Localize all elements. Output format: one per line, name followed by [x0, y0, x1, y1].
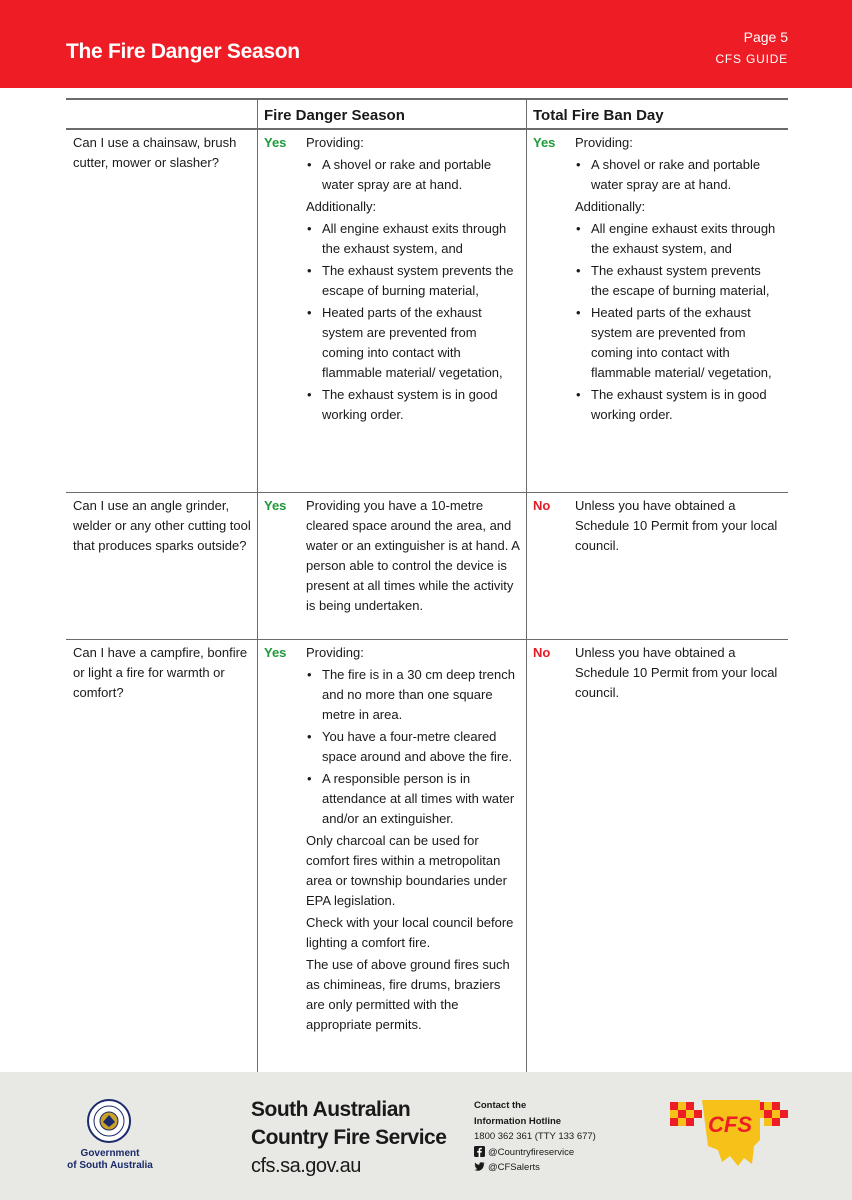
tfb-cell — [526, 130, 788, 492]
website-link[interactable]: cfs.sa.gov.au — [251, 1155, 361, 1177]
column-header-question — [66, 100, 257, 128]
fire-rules-table — [66, 98, 788, 1081]
question-cell: Can I have a campfire, bonfire or light a fire for warmth or comfort? — [73, 645, 248, 700]
facebook-icon — [474, 1146, 485, 1157]
bullet-list — [575, 155, 782, 195]
question-cell: Can I use a chainsaw, brush cutter, mower or slasher? — [73, 135, 237, 170]
answer-no: No — [533, 645, 551, 660]
list-item: • A responsible person is in attendance at all times with water and/or an extinguisher. — [306, 769, 520, 829]
organisation-name: South Australian Country Fire Service cfs.sa.gov.au — [251, 1096, 446, 1180]
answer-yes: Yes — [264, 498, 287, 513]
table-row — [66, 493, 788, 640]
cfs-logo-icon — [668, 1098, 790, 1172]
list-item: • The exhaust system is in good working order. — [306, 385, 520, 425]
column-header-total-fire-ban-day: Total Fire Ban Day — [526, 100, 788, 128]
twitter-contact[interactable]: @CFSalerts — [474, 1160, 596, 1176]
page-footer — [0, 1072, 852, 1200]
list-item: • You have a four-metre cleared space around and above the fire. — [306, 727, 520, 767]
fds-cell — [257, 130, 526, 492]
list-item: • Heated parts of the exhaust system are prevented from coming into contact with flammable material/ vegetation, — [306, 303, 520, 383]
answer-text: Unless you have obtained a Schedule 10 Permit from your local council. — [575, 645, 778, 700]
question-cell: Can I use an angle grinder, welder or any other cutting tool that produces sparks outside? — [73, 498, 251, 553]
tfb-cell — [526, 493, 788, 639]
list-item: • All engine exhaust exits through the exhaust system, and — [575, 219, 782, 259]
answer-no: No — [533, 498, 551, 513]
answer-yes: Yes — [533, 135, 556, 150]
facebook-contact[interactable]: @Countryfireservice — [474, 1145, 596, 1161]
government-seal-icon — [86, 1098, 132, 1144]
fds-cell — [257, 640, 526, 1080]
providing-label: Providing: — [306, 645, 364, 660]
bullet-list — [575, 219, 782, 425]
providing-label: Providing: — [306, 135, 364, 150]
tfb-cell — [526, 640, 788, 1080]
list-item: • Heated parts of the exhaust system are prevented from coming into contact with flammable material/ vegetation, — [575, 303, 782, 383]
twitter-icon — [474, 1161, 485, 1172]
list-item: • The fire is in a 30 cm deep trench and no more than one square metre in area. — [306, 665, 520, 725]
list-item: • A shovel or rake and portable water spray are at hand. — [306, 155, 520, 195]
page-title: The Fire Danger Season — [66, 40, 300, 63]
bullet-list — [306, 155, 520, 195]
list-item: • A shovel or rake and portable water spray are at hand. — [575, 155, 782, 195]
table-row — [66, 130, 788, 493]
additionally-label: Additionally: — [575, 199, 646, 214]
note-text: Check with your local council before lighting a comfort fire. — [306, 915, 514, 950]
svg-text:CFS: CFS — [708, 1112, 752, 1137]
providing-label: Providing: — [575, 135, 633, 150]
government-label: Government of South Australia — [67, 1148, 153, 1171]
note-text: The use of above ground fires such as chimineas, fire drums, braziers are only permitted with the appropriate permits. — [306, 957, 510, 1032]
additionally-label: Additionally: — [306, 199, 377, 214]
answer-text: Unless you have obtained a Schedule 10 Permit from your local council. — [575, 498, 778, 553]
contact-info: Contact the Information Hotline 1800 362 361 (TTY 133 677) @Countryfireservice @CFSalerts — [474, 1098, 596, 1176]
table-header-row — [66, 98, 788, 130]
bullet-list — [306, 219, 520, 425]
answer-text: Providing you have a 10-metre cleared space around the area, and water or an extinguisher is at hand. A person able to control the device is present at all times while the activity is being undertaken. — [306, 498, 520, 613]
table-row — [66, 640, 788, 1081]
list-item: • The exhaust system prevents the escape of burning material, — [575, 261, 782, 301]
page-number: Page 5 — [743, 29, 788, 45]
page-header — [0, 0, 852, 88]
list-item: • The exhaust system prevents the escape of burning material, — [306, 261, 520, 301]
fds-cell — [257, 493, 526, 639]
hotline-number: 1800 362 361 (TTY 133 677) — [474, 1131, 596, 1142]
note-text: Only charcoal can be used for comfort fires within a metropolitan area or township boundaries under EPA legislation. — [306, 833, 507, 908]
column-header-fire-danger-season: Fire Danger Season — [257, 100, 526, 128]
list-item: • The exhaust system is in good working order. — [575, 385, 782, 425]
list-item: • All engine exhaust exits through the exhaust system, and — [306, 219, 520, 259]
answer-yes: Yes — [264, 645, 287, 660]
guide-label: CFS GUIDE — [715, 52, 788, 66]
answer-yes: Yes — [264, 135, 287, 150]
bullet-list — [306, 665, 520, 829]
